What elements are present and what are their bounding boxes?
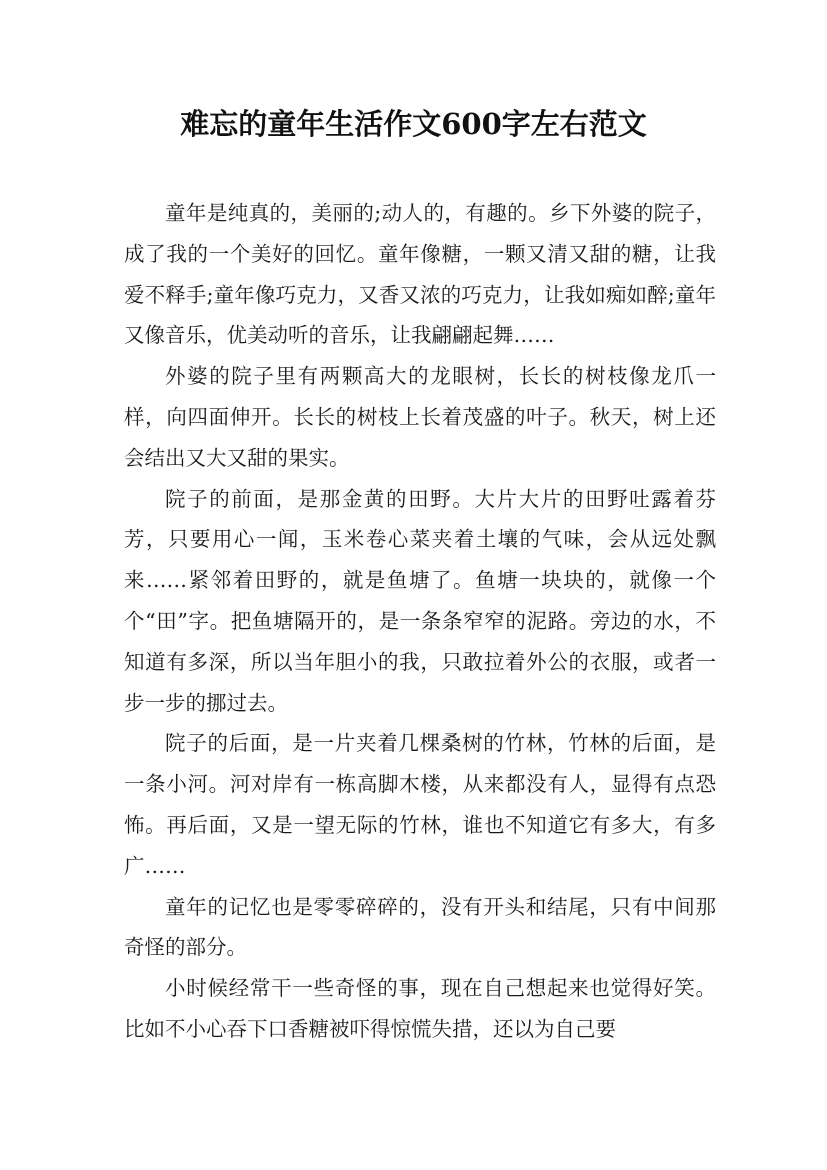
paragraph-1: 童年是纯真的，美丽的;动人的，有趣的。乡下外婆的院子，成了我的一个美好的回忆。童年像糖，一颗又清又甜的糖，让我爱不释手;童年像巧克力，又香又浓的巧克力，让我如痴如醉;童年又像音乐，优美动听的音乐，让我翩翩起舞……: [124, 201, 716, 348]
document-body: [124, 193, 716, 1050]
paragraph-2: 外婆的院子里有两颗高大的龙眼树，长长的树枝像龙爪一样，向四面伸开。长长的树枝上长着茂盛的叶子。秋天，树上还会结出又大又甜的果实。: [124, 364, 716, 470]
paragraph-4: 院子的后面，是一片夹着几棵桑树的竹林，竹林的后面，是一条小河。河对岸有一栋高脚木楼，从来都没有人，显得有点恐怖。再后面，又是一望无际的竹林，谁也不知道它有多大，有多广……: [124, 731, 716, 878]
document-title: 难忘的童年生活作文600字左右范文: [180, 107, 647, 141]
paragraph-3: 院子的前面，是那金黄的田野。大片大片的田野吐露着芬芳，只要用心一闻，玉米卷心菜夹着土壤的气味，会从远处飘来……紧邻着田野的，就是鱼塘了。鱼塘一块块的，就像一个个“田”字。把鱼塘隔开的，是一条条窄窄的泥路。旁边的水，不知道有多深，所以当年胆小的我，只敢拉着外公的衣服，或者一步一步的挪过去。: [124, 486, 716, 715]
paragraph-5: 童年的记忆也是零零碎碎的，没有开头和结尾，只有中间那奇怪的部分。: [124, 894, 716, 960]
paragraph-6: 小时候经常干一些奇怪的事，现在自己想起来也觉得好笑。比如不小心吞下口香糖被吓得惊慌失措，还以为自己要: [124, 976, 716, 1041]
